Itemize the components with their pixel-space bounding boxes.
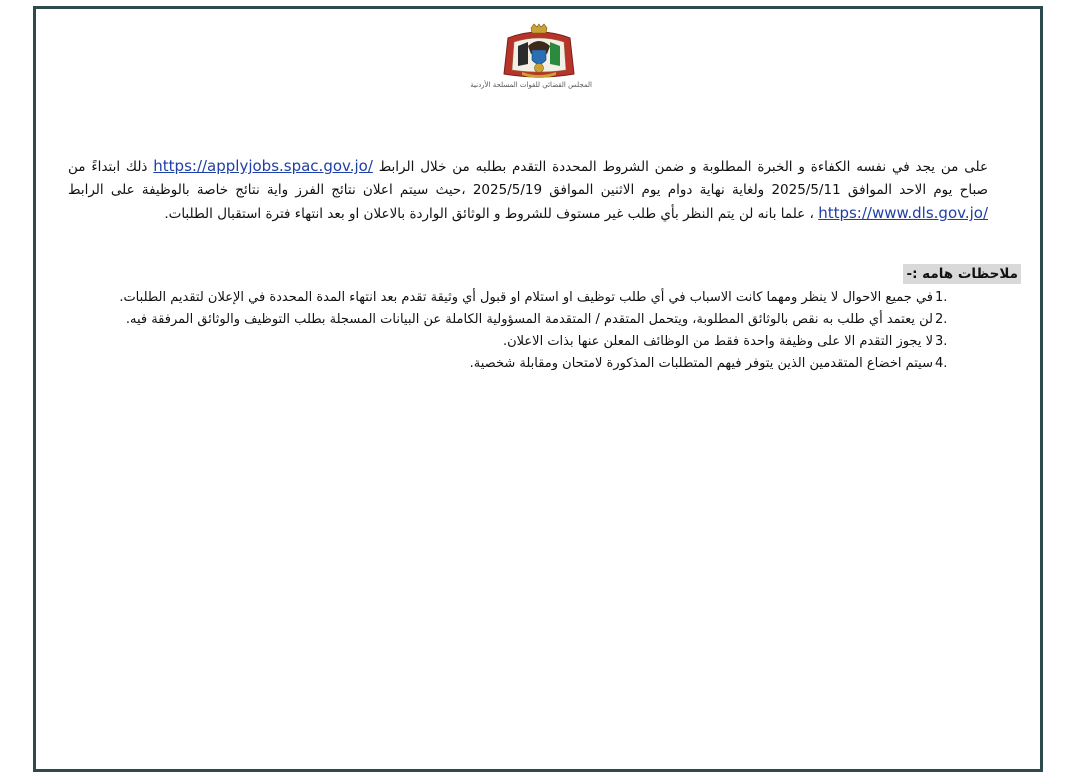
note-number: 1. xyxy=(935,290,948,305)
note-number: 4. xyxy=(935,356,948,371)
intro-text-part1: على من يجد في نفسه الكفاءة و الخبرة المطلوبة و ضمن الشروط المحددة التقدم بطلبه من خلال الرابط xyxy=(372,159,988,175)
note-number: 3. xyxy=(935,334,948,349)
note-text: لن يعتمد أي طلب به نقص بالوثائق المطلوبة، ويتحمل المتقدم / المتقدمة المسؤولية الكاملة عن البيانات المسجلة بطلب التوظيف والوثائق المرفقة فيه. xyxy=(125,312,933,327)
note-item xyxy=(60,309,965,331)
intro-text-part2: ذلك ابتداءً من صباح يوم الاحد الموافق 2025/5/11 ولغاية نهاية دوام يوم الاثنين الموافق 2025/5/19 ،حيث سيتم اعلان نتائج الفرز واية نتائج خاصة بالوظيفة على الرابط xyxy=(68,159,988,198)
note-text: لا يجوز التقدم الا على وظيفة واحدة فقط من الوظائف المعلن عنها بذات الاعلان. xyxy=(502,334,933,349)
page-frame xyxy=(33,6,1043,772)
intro-text-part3: ، علما بانه لن يتم النظر بأي طلب غير مستوف للشروط و الوثائق الواردة بالاعلان او بعد انتهاء فترة استقبال الطلبات. xyxy=(164,206,819,222)
note-item xyxy=(60,331,965,353)
intro-paragraph xyxy=(68,155,988,226)
note-text: سيتم اخضاع المتقدمين الذين يتوفر فيهم المتطلبات المذكورة لامتحان ومقابلة شخصية. xyxy=(469,356,933,371)
note-item xyxy=(60,353,965,375)
note-text: في جميع الاحوال لا ينظر ومهما كانت الاسباب في أي طلب توظيف او استلام او قبول أي وثيقة تقدم بعد انتهاء المدة المحددة في الإعلان لتقديم الطلبات. xyxy=(119,290,933,305)
emblem-caption: المجلس القضائي للقوات المسلحة الأردنية xyxy=(470,81,592,89)
jordan-coat-of-arms-icon xyxy=(498,24,580,80)
note-item xyxy=(60,287,965,309)
notes-heading: ملاحظات هامه :- xyxy=(903,264,1021,284)
notes-list xyxy=(60,287,965,375)
apply-jobs-link[interactable]: https://applyjobs.spac.gov.jo/ xyxy=(153,157,373,175)
note-number: 2. xyxy=(935,312,948,327)
dls-link[interactable]: https://www.dls.gov.jo/ xyxy=(818,204,988,222)
